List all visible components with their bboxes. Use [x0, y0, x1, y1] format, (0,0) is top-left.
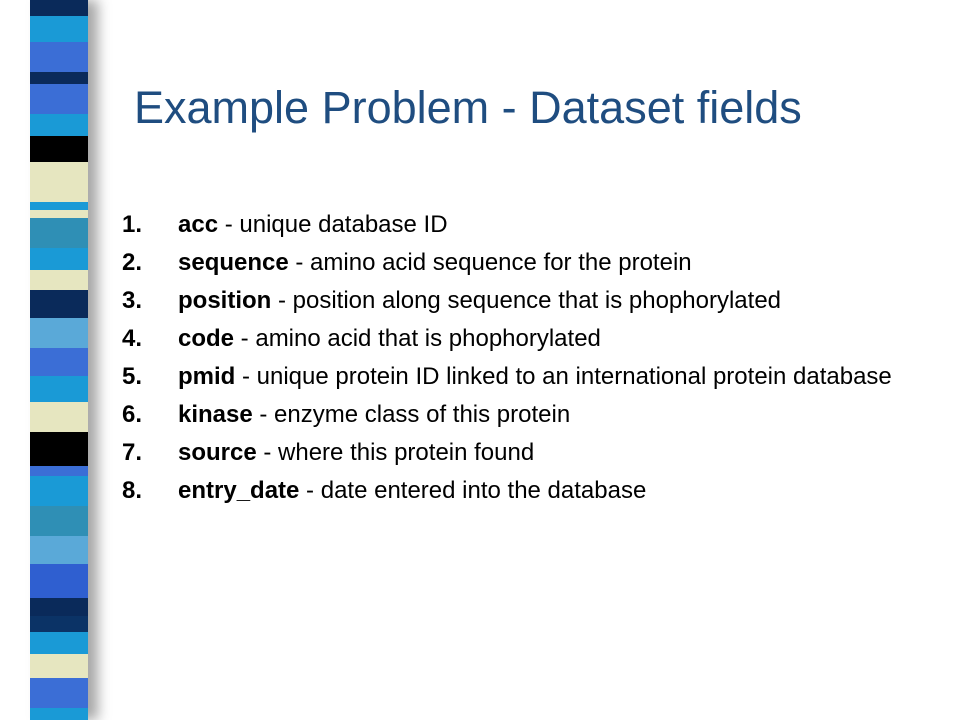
field-description: - date entered into the database: [299, 477, 647, 504]
item-text: [178, 250, 922, 276]
stripe-block: [30, 318, 88, 348]
list-item-code: [122, 326, 922, 352]
stripe-block: [30, 616, 88, 632]
stripe-block: [30, 248, 88, 270]
item-number: 5.: [122, 363, 143, 390]
stripe-block: [30, 84, 88, 114]
slide-title: Example Problem - Dataset fields: [134, 82, 802, 133]
stripe-block: [30, 0, 88, 16]
stripe-block: [30, 536, 88, 564]
field-description: - unique protein ID linked to an international protein database: [235, 363, 892, 390]
item-text: [178, 364, 922, 390]
stripe-block: [30, 270, 88, 290]
stripe-block: [30, 72, 88, 84]
stripe-block: [30, 210, 88, 218]
stripe-block: [30, 476, 88, 506]
stripe-block: [30, 42, 88, 72]
list-item-position: [122, 288, 922, 314]
field-name: position: [178, 287, 272, 314]
item-text: [178, 212, 922, 238]
stripe-block: [30, 162, 88, 202]
field-list: [122, 212, 922, 516]
stripe-block: [30, 632, 88, 654]
field-name: code: [178, 325, 235, 352]
stripe-block: [30, 136, 88, 162]
stripe-block: [30, 654, 88, 678]
stripe-block: [30, 376, 88, 402]
item-number: 1.: [122, 211, 143, 238]
list-item-source: [122, 440, 922, 466]
stripe-block: [30, 16, 88, 42]
item-number: 7.: [122, 439, 143, 466]
list-item-acc: [122, 212, 922, 238]
stripe-block: [30, 466, 88, 476]
field-name: source: [178, 439, 257, 466]
list-item-kinase: [122, 402, 922, 428]
item-number: 4.: [122, 325, 143, 352]
stripe-block: [30, 348, 88, 376]
stripe-block: [30, 402, 88, 432]
field-description: - amino acid that is phophorylated: [234, 325, 601, 352]
list-item-pmid: [122, 364, 922, 390]
field-name: entry_date: [178, 477, 300, 504]
stripe-block: [30, 114, 88, 136]
item-text: [178, 326, 922, 352]
item-text: [178, 478, 922, 504]
stripe-block: [30, 598, 88, 616]
stripe-block: [30, 290, 88, 318]
stripe-block: [30, 202, 88, 210]
list-item-entry-date: [122, 478, 922, 504]
stripe-block: [30, 506, 88, 536]
stripe-block: [30, 432, 88, 466]
stripe-block: [30, 564, 88, 598]
stripe-block: [30, 678, 88, 708]
field-name: sequence: [178, 249, 289, 276]
stripe-block: [30, 218, 88, 248]
item-text: [178, 440, 922, 466]
list-item-sequence: [122, 250, 922, 276]
item-text: [178, 288, 922, 314]
field-description: - amino acid sequence for the protein: [288, 249, 692, 276]
field-name: pmid: [178, 363, 236, 390]
item-number: 8.: [122, 477, 143, 504]
field-description: - position along sequence that is phophorylated: [271, 287, 782, 314]
field-description: - where this protein found: [256, 439, 535, 466]
item-number: 2.: [122, 249, 143, 276]
stripe-block: [30, 708, 88, 720]
field-description: - enzyme class of this protein: [252, 401, 571, 428]
field-description: - unique database ID: [218, 211, 448, 238]
item-text: [178, 402, 922, 428]
item-number: 6.: [122, 401, 143, 428]
field-name: acc: [178, 211, 219, 238]
item-number: 3.: [122, 287, 143, 314]
decorative-color-stripe: [30, 0, 88, 720]
field-name: kinase: [178, 401, 253, 428]
